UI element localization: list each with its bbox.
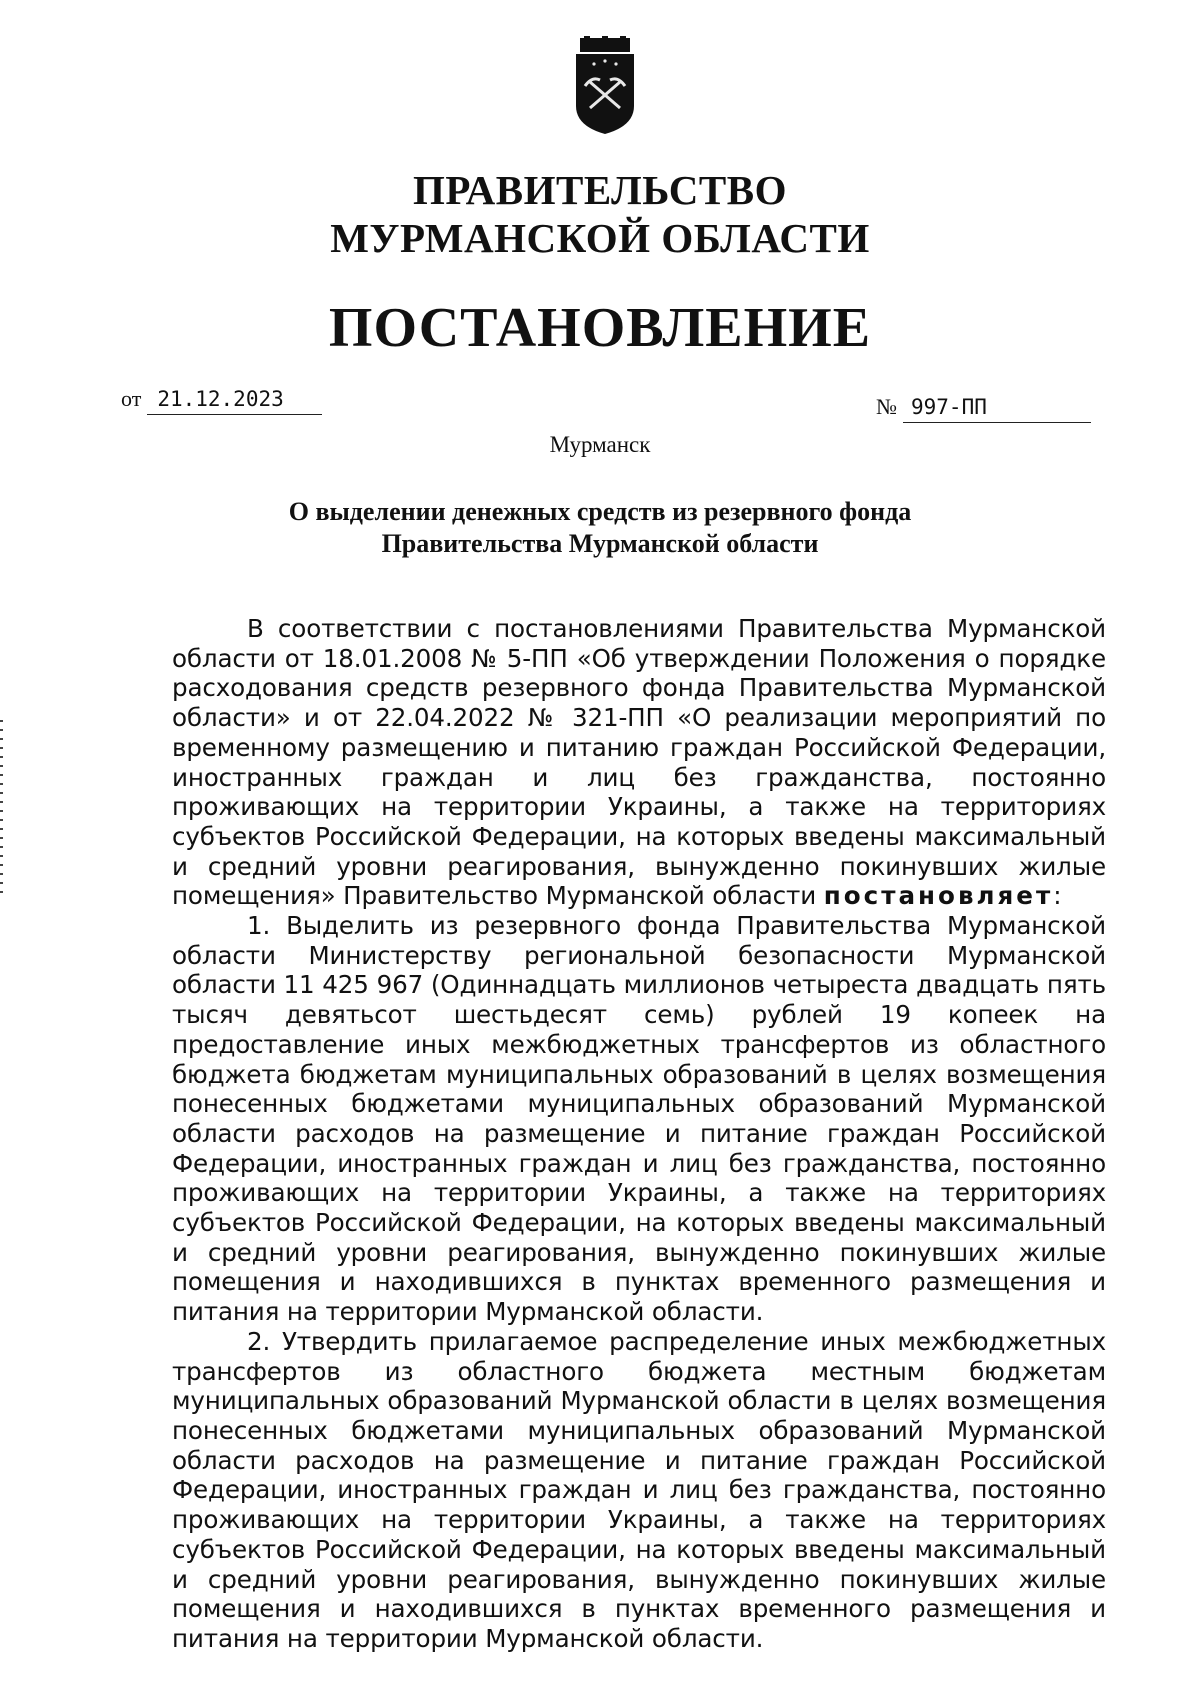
date-prefix: от: [121, 386, 142, 411]
number-prefix: №: [876, 394, 897, 419]
document-number: [876, 392, 1091, 423]
organization-title-line1: ПРАВИТЕЛЬСТВО: [412, 167, 788, 213]
document-subject: [0, 496, 1200, 560]
document-body: [172, 614, 1106, 1654]
organization-title: [0, 166, 1200, 262]
scan-edge-marks: [0, 720, 3, 900]
preamble-verb: постановляет: [823, 881, 1054, 911]
date-value: 21.12.2023: [147, 384, 322, 415]
preamble-text: В соответствии с постановлениями Правительства Мурманской области от 18.01.2008 № 5-ПП «Об утверждении Положения о порядке расходования средств резервного фонда Правительства Мурманской области» и от 22.04.2022 № 321-ПП «О реализации мероприятий по временному размещению и питанию граждан Российской Федерации, иностранных граждан и лиц без гражданства, постоянно проживающих на территории Украины, а также на территориях субъектов Российской Федерации, на которых введены максимальный и средний уровни реагирования, вынужденно покинувших жилые помещения» Правительство Мурманской области: [172, 614, 1106, 911]
subject-line2: Правительства Мурманской области: [381, 529, 819, 558]
number-value: 997-ПП: [903, 392, 1091, 423]
item-1-paragraph: 1. Выделить из резервного фонда Правительства Мурманской области Министерству региональной безопасности Мурманской области 11 425 967 (Одиннадцать миллионов четыреста двадцать пять тысяч девятьсот шестьдесят семь) рублей 19 копеек на предоставление иных межбюджетных трансфертов из областного бюджета бюджетам муниципальных образований в целях возмещения понесенных бюджетами муниципальных образований Мурманской области расходов на размещение и питание граждан Российской Федерации, иностранных граждан и лиц без гражданства, постоянно проживающих на территории Украины, а также на территориях субъектов Российской Федерации, на которых введены максимальный и средний уровни реагирования, вынужденно покинувших жилые помещения и находившихся в пунктах временного размещения и питания на территории Мурманской области.: [172, 911, 1106, 1327]
organization-title-line2: МУРМАНСКОЙ ОБЛАСТИ: [330, 215, 870, 261]
subject-line1: О выделении денежных средств из резервного фонда: [288, 497, 912, 526]
document-date: [121, 384, 322, 415]
preamble-paragraph: [172, 614, 1106, 911]
item-2-paragraph: 2. Утвердить прилагаемое распределение иных межбюджетных трансфертов из областного бюджета местным бюджетам муниципальных образований Мурманской области в целях возмещения понесенных бюджетами муниципальных образований Мурманской области расходов на размещение и питание граждан Российской Федерации, иностранных граждан и лиц без гражданства, постоянно проживающих на территории Украины, а также на территориях субъектов Российской Федерации, на которых введены максимальный и средний уровни реагирования, вынужденно покинувших жилые помещения и находившихся в пунктах временного размещения и питания на территории Мурманской области.: [172, 1326, 1106, 1653]
coat-of-arms-icon: [572, 36, 638, 136]
document-city: Мурманск: [549, 432, 651, 457]
document-type-heading: ПОСТАНОВЛЕНИЕ: [328, 297, 872, 359]
preamble-colon: :: [1053, 881, 1062, 911]
